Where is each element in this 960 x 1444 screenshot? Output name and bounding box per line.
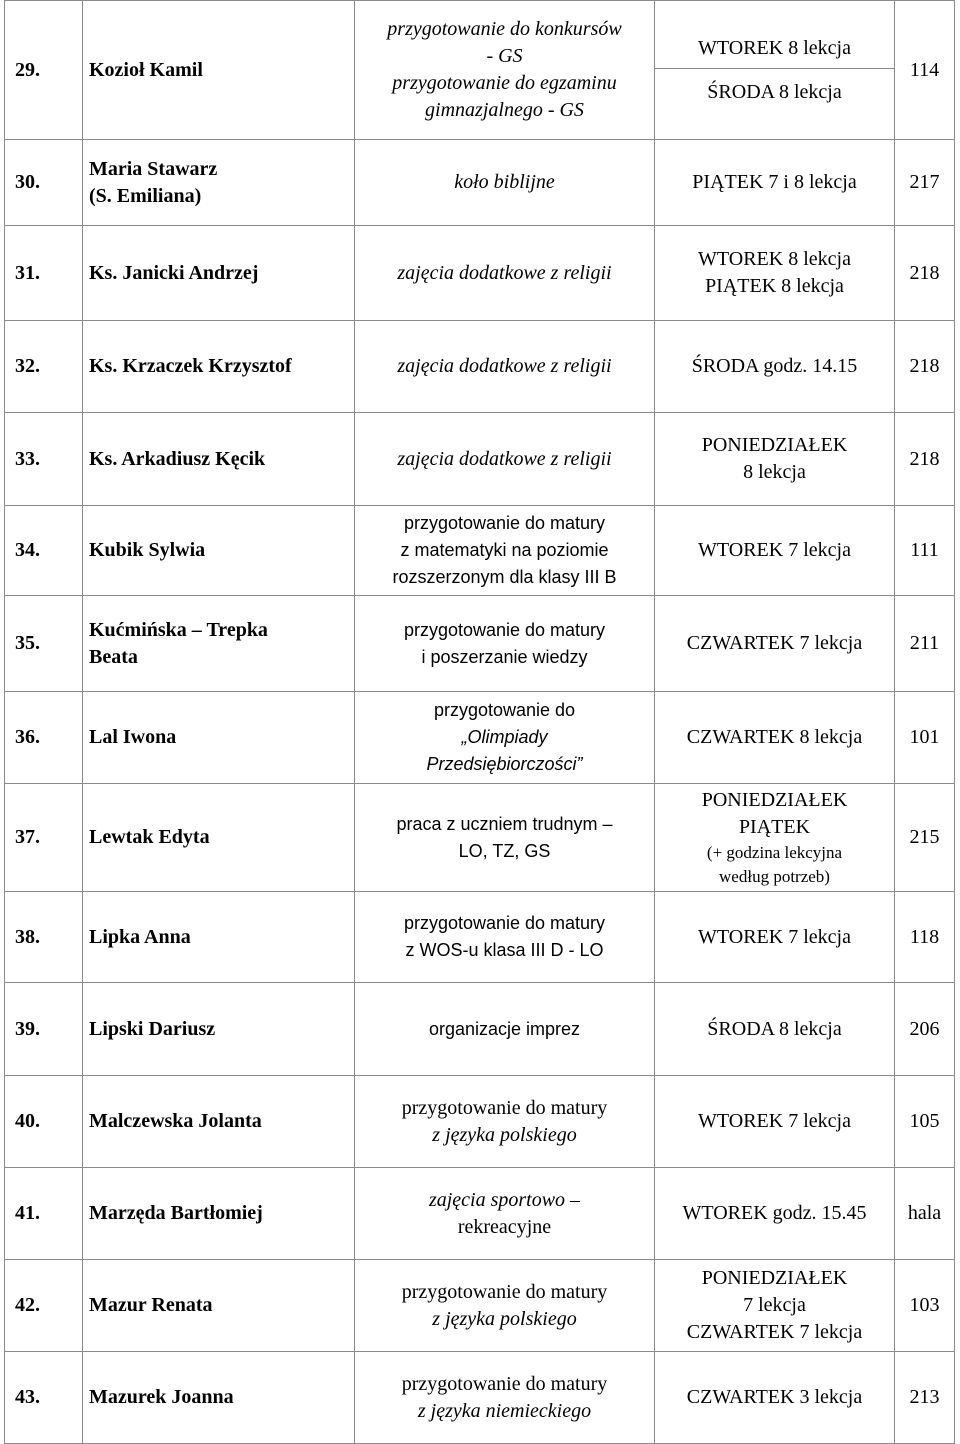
teacher-name: Lipski Dariusz	[83, 983, 355, 1076]
schedule: WTOREK godz. 15.45	[655, 1168, 895, 1260]
activity: zajęcia dodatkowe z religii	[355, 321, 655, 413]
teacher-name: Ks. Janicki Andrzej	[83, 226, 355, 321]
row-number: 38.	[5, 892, 83, 983]
row-number: 32.	[5, 321, 83, 413]
room: 105	[895, 1076, 955, 1168]
schedule: WTOREK 8 lekcja PIĄTEK 8 lekcja	[655, 226, 895, 321]
activity: przygotowanie do matury z języka polskiego	[355, 1076, 655, 1168]
teacher-name: Lipka Anna	[83, 892, 355, 983]
table-row	[5, 140, 955, 226]
row-number: 29.	[5, 1, 83, 140]
room: 111	[895, 506, 955, 596]
activity: organizacje imprez	[355, 983, 655, 1076]
row-number: 34.	[5, 506, 83, 596]
schedule: CZWARTEK 3 lekcja	[655, 1352, 895, 1444]
schedule: ŚRODA 8 lekcja	[655, 983, 895, 1076]
table-row	[5, 413, 955, 506]
schedule: PIĄTEK 7 i 8 lekcja	[655, 140, 895, 226]
table-row	[5, 1168, 955, 1260]
teacher-name: Malczewska Jolanta	[83, 1076, 355, 1168]
room: 218	[895, 226, 955, 321]
schedule: CZWARTEK 8 lekcja	[655, 692, 895, 784]
activity: zajęcia dodatkowe z religii	[355, 226, 655, 321]
row-number: 35.	[5, 596, 83, 692]
teacher-name: Ks. Arkadiusz Kęcik	[83, 413, 355, 506]
activity: koło biblijne	[355, 140, 655, 226]
schedule: ŚRODA godz. 14.15	[655, 321, 895, 413]
schedule: CZWARTEK 7 lekcja	[655, 596, 895, 692]
activities-table	[4, 0, 955, 1444]
table-row	[5, 596, 955, 692]
table-row	[5, 1352, 955, 1444]
room: 218	[895, 413, 955, 506]
teacher-name: Lewtak Edyta	[83, 784, 355, 892]
table-row	[5, 983, 955, 1076]
teacher-name: Maria Stawarz (S. Emiliana)	[83, 140, 355, 226]
row-number: 42.	[5, 1260, 83, 1352]
activity: zajęcia dodatkowe z religii	[355, 413, 655, 506]
teacher-name: Marzęda Bartłomiej	[83, 1168, 355, 1260]
activity: przygotowanie do matury z języka polskiego	[355, 1260, 655, 1352]
teacher-name: Kozioł Kamil	[83, 1, 355, 140]
row-number: 31.	[5, 226, 83, 321]
table-row	[5, 692, 955, 784]
room: 114	[895, 1, 955, 140]
room: 101	[895, 692, 955, 784]
table-row	[5, 1260, 955, 1352]
schedule: PONIEDZIAŁEK 7 lekcja CZWARTEK 7 lekcja	[655, 1260, 895, 1352]
room: 217	[895, 140, 955, 226]
table-row	[5, 1, 955, 140]
row-number: 41.	[5, 1168, 83, 1260]
row-number: 40.	[5, 1076, 83, 1168]
schedule: PONIEDZIAŁEK PIĄTEK (+ godzina lekcyjna według potrzeb)	[655, 784, 895, 892]
room: 206	[895, 983, 955, 1076]
table-row	[5, 226, 955, 321]
table-row	[5, 784, 955, 892]
teacher-name: Lal Iwona	[83, 692, 355, 784]
teacher-name: Ks. Krzaczek Krzysztof	[83, 321, 355, 413]
teacher-name: Kubik Sylwia	[83, 506, 355, 596]
schedule: WTOREK 7 lekcja	[655, 1076, 895, 1168]
room: 218	[895, 321, 955, 413]
row-number: 39.	[5, 983, 83, 1076]
teacher-name: Mazur Renata	[83, 1260, 355, 1352]
room: 213	[895, 1352, 955, 1444]
schedule: WTOREK 8 lekcja ŚRODA 8 lekcja	[655, 1, 895, 140]
table-row	[5, 506, 955, 596]
row-number: 36.	[5, 692, 83, 784]
activity: przygotowanie do konkursów - GS przygotowanie do egzaminu gimnazjalnego - GS	[355, 1, 655, 140]
activity: przygotowanie do matury z matematyki na poziomie rozszerzonym dla klasy III B	[355, 506, 655, 596]
teacher-name: Mazurek Joanna	[83, 1352, 355, 1444]
activity: przygotowanie do matury i poszerzanie wiedzy	[355, 596, 655, 692]
schedule: WTOREK 7 lekcja	[655, 892, 895, 983]
table-row	[5, 1076, 955, 1168]
row-number: 33.	[5, 413, 83, 506]
row-number: 37.	[5, 784, 83, 892]
activity: praca z uczniem trudnym – LO, TZ, GS	[355, 784, 655, 892]
room: 211	[895, 596, 955, 692]
room: 103	[895, 1260, 955, 1352]
schedule: PONIEDZIAŁEK 8 lekcja	[655, 413, 895, 506]
table-row	[5, 892, 955, 983]
activity: przygotowanie do matury z WOS-u klasa III D - LO	[355, 892, 655, 983]
room: hala	[895, 1168, 955, 1260]
teacher-name: Kućmińska – Trepka Beata	[83, 596, 355, 692]
schedule: WTOREK 7 lekcja	[655, 506, 895, 596]
activity: przygotowanie do matury z języka niemieckiego	[355, 1352, 655, 1444]
row-number: 43.	[5, 1352, 83, 1444]
room: 215	[895, 784, 955, 892]
room: 118	[895, 892, 955, 983]
table-row	[5, 321, 955, 413]
activity: przygotowanie do „Olimpiady Przedsiębiorczości”	[355, 692, 655, 784]
row-number: 30.	[5, 140, 83, 226]
activity: zajęcia sportowo – rekreacyjne	[355, 1168, 655, 1260]
